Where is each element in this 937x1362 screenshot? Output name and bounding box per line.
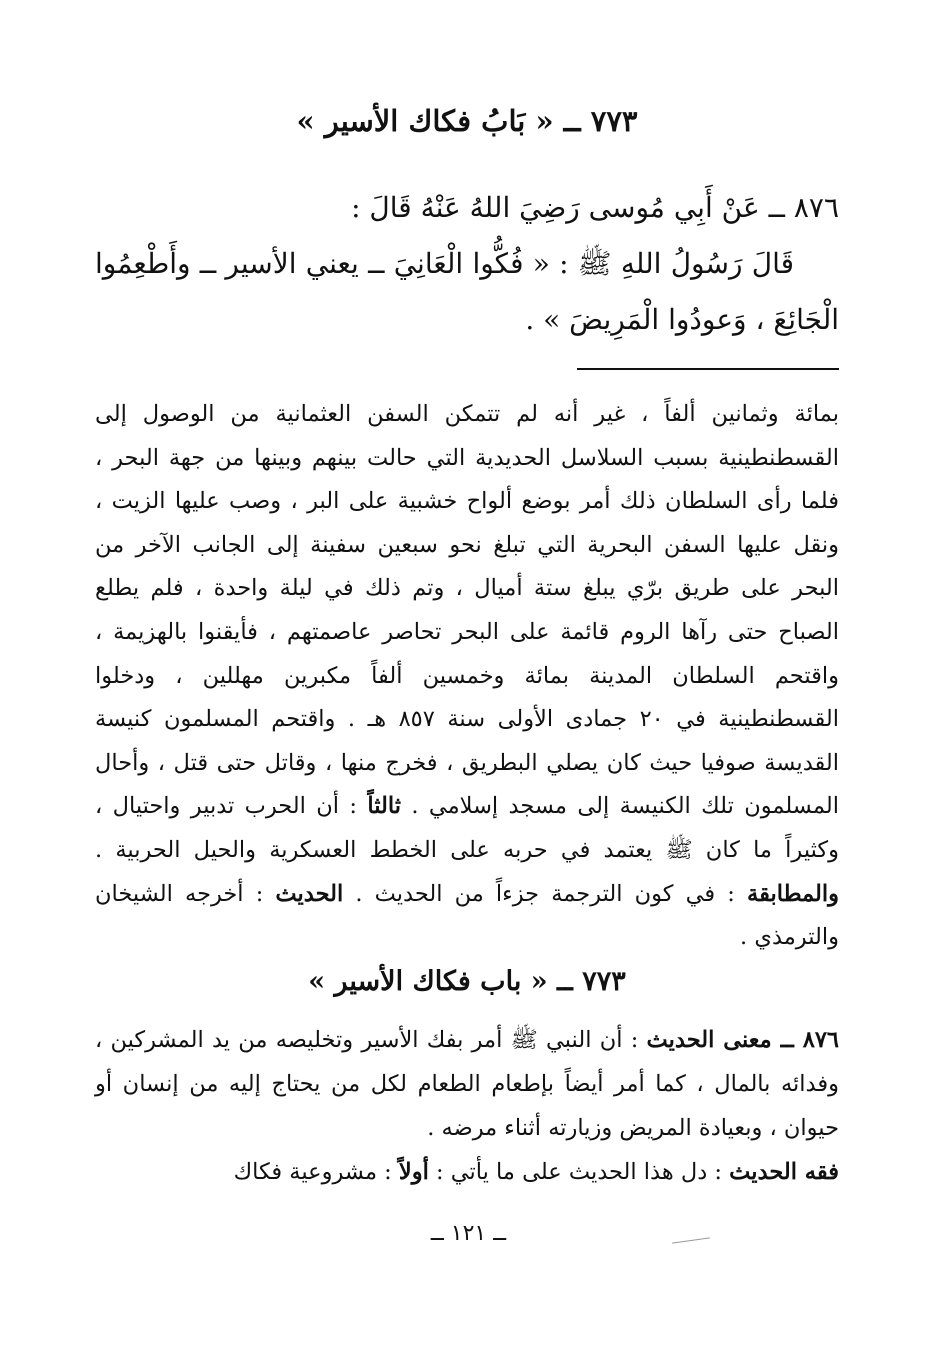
explanation-bold-fiqh: فقه الحديث bbox=[729, 1159, 839, 1185]
commentary-bold-mutabaqa: والمطابقة bbox=[747, 880, 839, 907]
commentary-text-3: : في كون الترجمة جزءاً من الحديث . bbox=[355, 880, 735, 907]
footnote-divider bbox=[577, 368, 839, 370]
hadith-isnad: ٨٧٦ ــ عَنْ أَبِي مُوسى رَضِيَ اللهُ عَنْهُ قَالَ : bbox=[351, 191, 839, 224]
explanation-text-3: : مشروعية فكاك bbox=[233, 1159, 392, 1185]
explanation-text bbox=[95, 1018, 839, 1194]
commentary-bold-thalithan: ثالثاً bbox=[367, 793, 401, 820]
explanation-heading: ٧٧٣ ــ « باب فكاك الأسير » bbox=[308, 966, 626, 997]
commentary-text bbox=[95, 393, 839, 960]
chapter-heading: ٧٧٣ ــ « بَابُ فكاك الأسير » bbox=[296, 104, 638, 138]
explanation-bold-awwalan: أولاً bbox=[398, 1159, 429, 1185]
hadith-matn: قَالَ رَسُولُ اللهِ ﷺ : « فُكُّوا الْعَانِيَ ــ يعني الأسير ــ وأَطْعِمُوا الْجَائِعَ ، وَعودُوا الْمَرِيضَ » . bbox=[95, 247, 839, 336]
commentary-bold-hadith: الحديث bbox=[275, 880, 344, 907]
commentary-text-1: بمائة وثمانين ألفاً ، غير أنه لم تتمكن السفن العثمانية من الوصول إلى القسطنطينية بسبب السلاسل الحديدية التي حالت بينهم وبينها من جهة البحر ، فلما رأى السلطان ذلك أمر بوضع ألواح خشبية على البر ، وصب عليها الزيت ، ونقل عليها السفن البحرية التي تبلغ نحو سبعين سفينة إلى الجانب الآخر من البحر على طريق برّي يبلغ ستة أميال ، وتم ذلك في ليلة واحدة ، فلم يطلع الصباح حتى رآها الروم قائمة على البحر تحاصر عاصمتهم ، فأيقنوا بالهزيمة ، واقتحم السلطان المدينة بمائة وخمسين ألفاً مكبرين مهللين ، ودخلوا القسطنطينية في ٢٠ جمادى الأولى سنة ٨٥٧ هـ . واقتحم المسلمون كنيسة القديسة صوفيا حيث كان يصلي البطريق ، فخرج منها ، وقاتل حتى قتل ، وأحال المسلمون تلك الكنيسة إلى مسجد إسلامي . bbox=[95, 401, 839, 820]
commentary-text-2: : أن الحرب تدبير واحتيال ، وكثيراً ما كان ﷺ يعتمد في حربه على الخطط العسكرية والحيل الحربية . bbox=[95, 793, 839, 863]
commentary-text-4: : أخرجه الشيخان والترمذي . bbox=[95, 880, 839, 951]
page-number: ــ ١٢١ ــ bbox=[430, 1221, 507, 1246]
explanation-text-1: : أن النبي ﷺ أمر بفك الأسير وتخليصه من يد المشركين ، وفدائه بالمال ، كما أمر أيضاً بإطعام الطعام لكل من يحتاج إليه من إنسان أو حيوان ، وبعيادة المريض وزيارته أثناء مرضه . bbox=[95, 1027, 839, 1141]
explanation-paragraph-meaning bbox=[95, 1018, 839, 1150]
explanation-bold-meaning: ٨٧٦ ــ معنى الحديث bbox=[646, 1027, 840, 1053]
explanation-text-2: : دل هذا الحديث على ما يأتي : bbox=[436, 1159, 722, 1185]
explanation-paragraph-fiqh bbox=[95, 1150, 839, 1194]
hadith-text bbox=[95, 180, 839, 348]
